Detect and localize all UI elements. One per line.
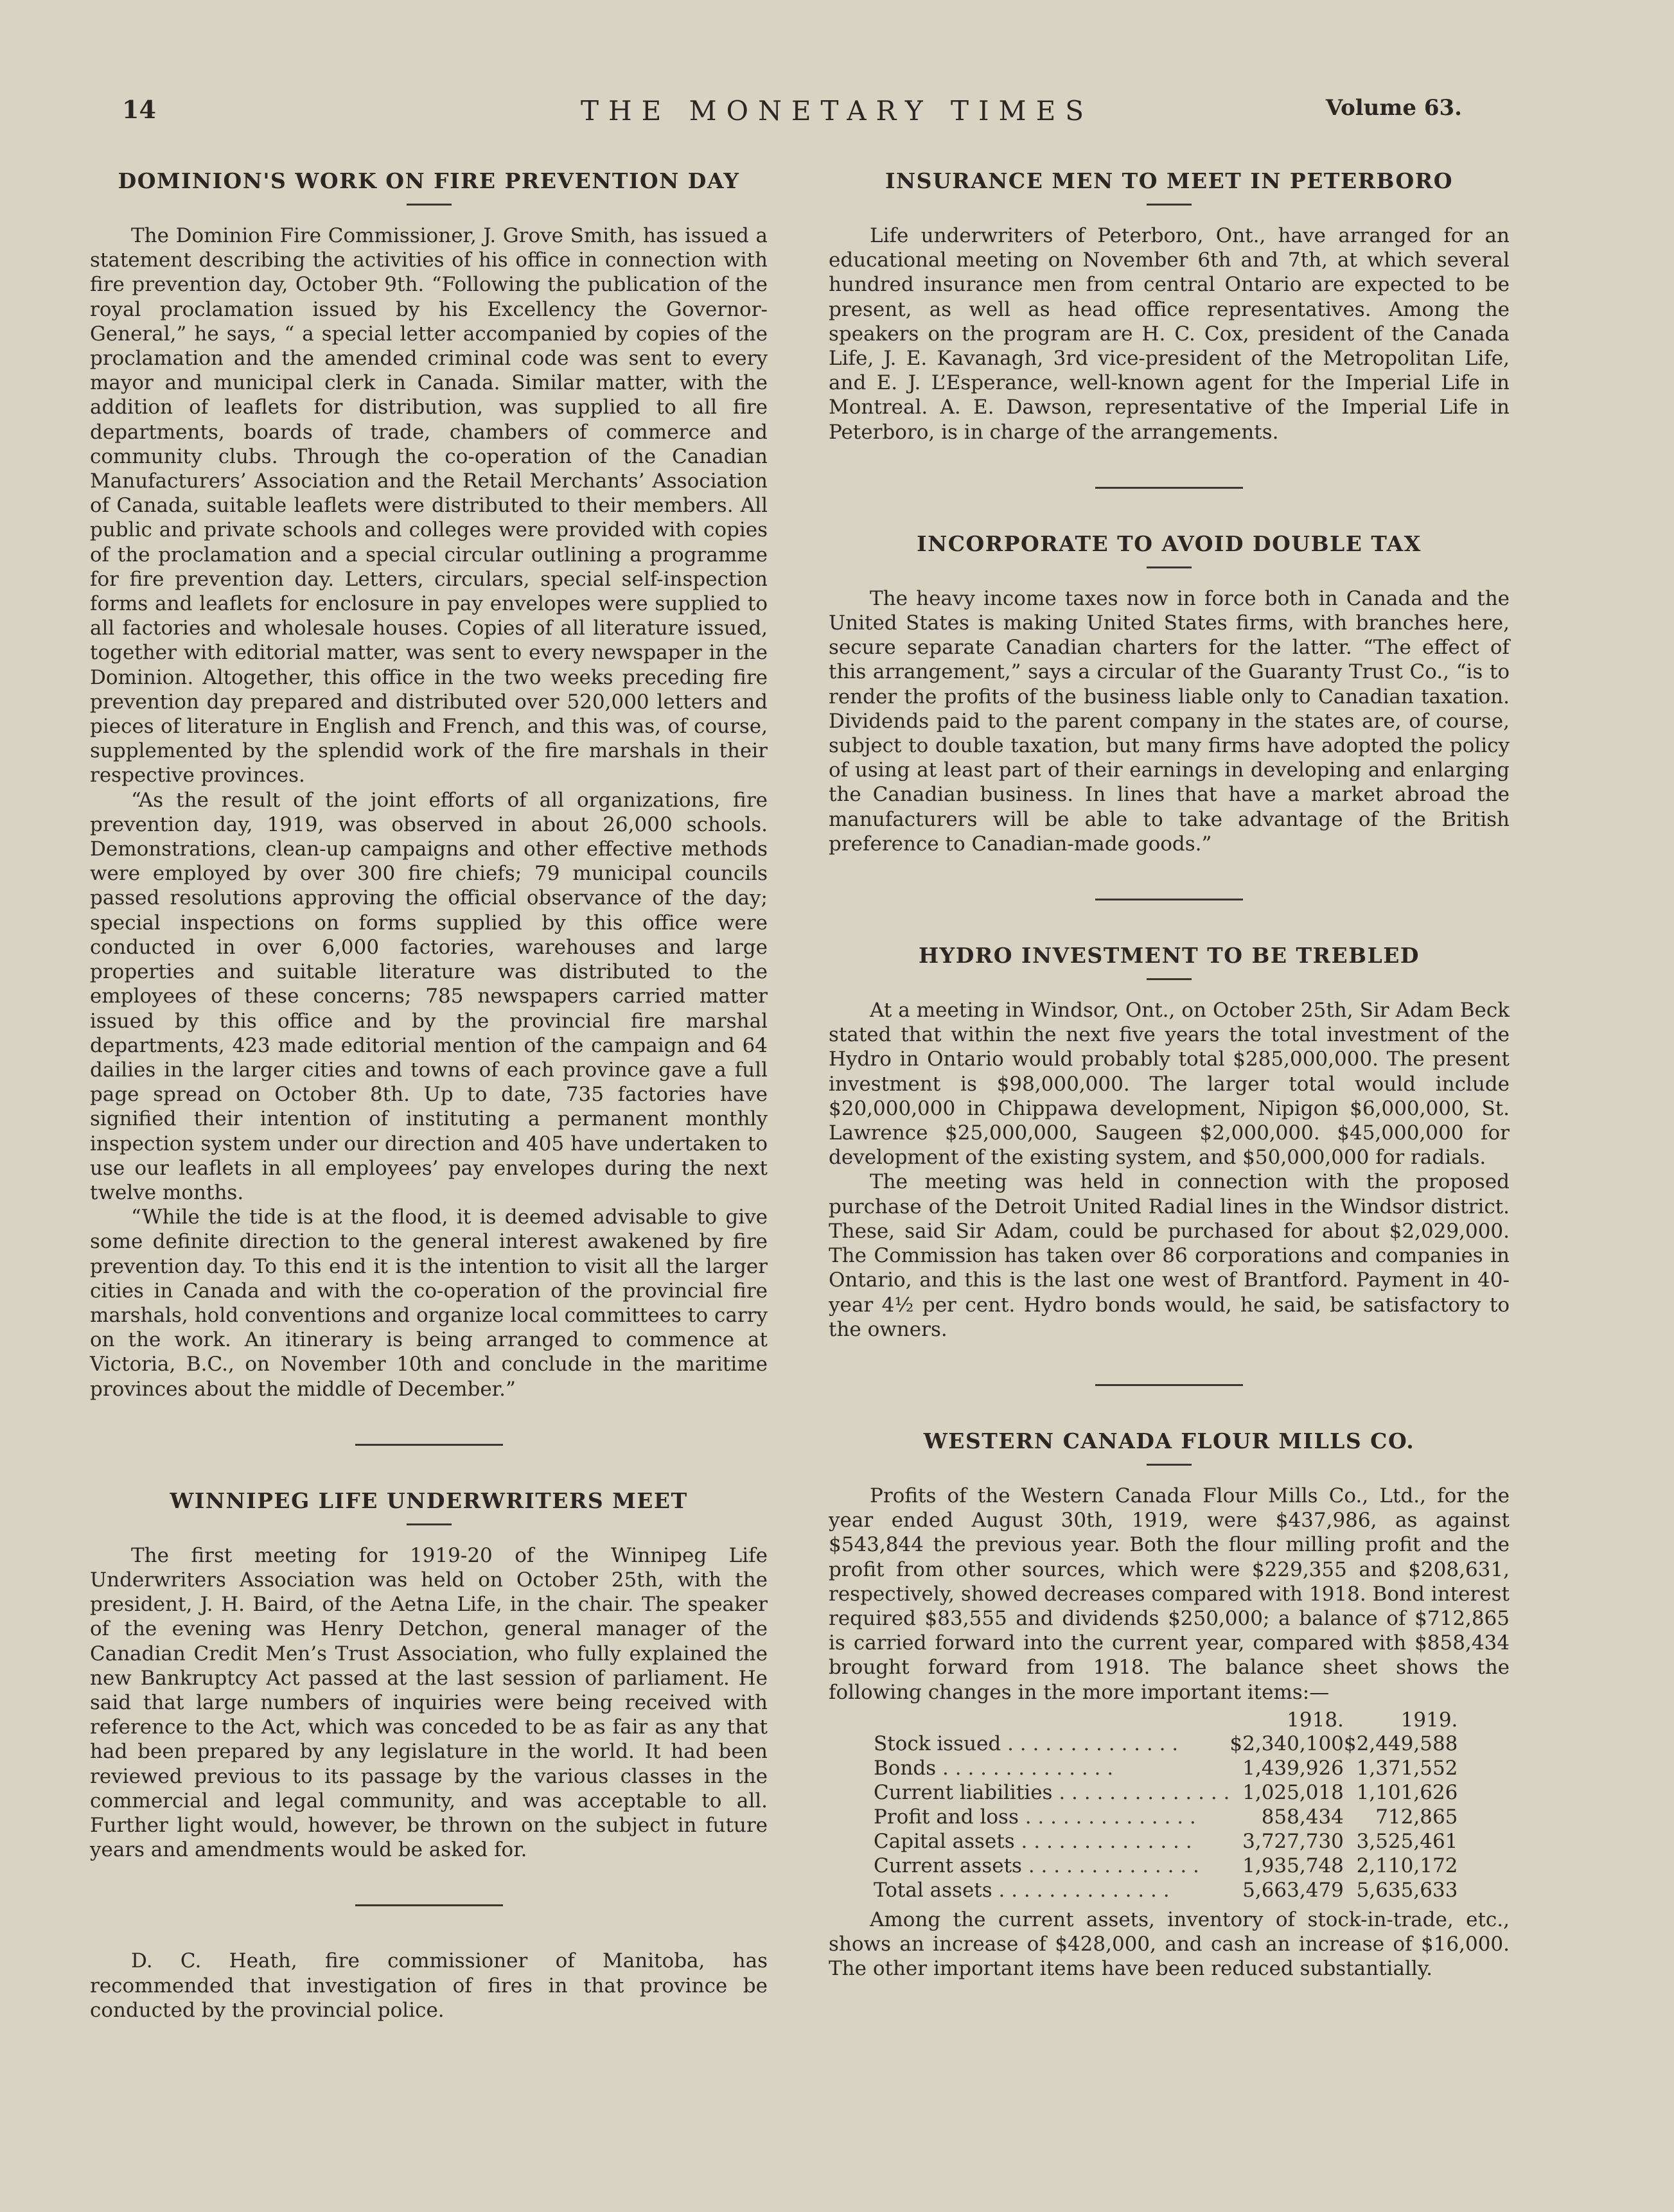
value-1918: 5,663,479 — [1242, 1878, 1344, 1902]
leader-dots: . . . . . . . . . . . . . . — [936, 1756, 1114, 1780]
value-1919: 1,101,626 — [1356, 1780, 1458, 1804]
article-hydro — [829, 943, 1510, 1342]
value-1919: 1,371,552 — [1356, 1756, 1458, 1780]
value-1918: 858,434 — [1261, 1805, 1344, 1829]
leader-dots: . . . . . . . . . . . . . . — [1021, 1854, 1199, 1877]
table-row — [874, 1732, 1458, 1756]
table-row — [874, 1878, 1458, 1902]
value-1918: 1,439,926 — [1242, 1756, 1344, 1780]
value-1919: 5,635,633 — [1356, 1878, 1458, 1902]
row-label-text: Profit and loss — [874, 1805, 1019, 1829]
title-rule — [1147, 204, 1192, 206]
value-1919: $2,449,588 — [1343, 1732, 1458, 1755]
value-1918: 1,025,018 — [1242, 1780, 1344, 1804]
article-paragraph: At a meeting in Windsor, Ont., on October 25th, Sir Adam Beck stated that within the next five years the total investment of the Hydro in Ontario would probably total $285,000,000. The present investment is $98,000,000. The larger total would include $20,000,000 in Chippawa development, Nipigon $6,000,000, St. Lawrence $25,000,000, Saugeen $2,000,000. $45,000,000 for development of the existing system, and $50,000,000 for radials. — [829, 999, 1510, 1170]
table-row — [874, 1854, 1458, 1878]
value-1918: 3,727,730 — [1242, 1829, 1344, 1853]
row-label-text: Current liabilities — [874, 1780, 1053, 1804]
article-title: WESTERN CANADA FLOUR MILLS CO. — [923, 1428, 1415, 1453]
article-paragraph: The meeting was held in connection with the proposed purchase of the Detroit United Radial lines in the Windsor district. These, said Sir Adam, could be purchased for about $2,029,000. The Commission has taken over 86 corporations and companies in Ontario, and this is the last one west of Brantford. Payment in 40-year 4½ per cent. Hydro bonds would, he said, be satisfactory to the owners. — [829, 1170, 1510, 1341]
table-row — [874, 1805, 1458, 1829]
article-separator — [1095, 899, 1243, 900]
article-separator — [1095, 487, 1243, 489]
value-1919: 3,525,461 — [1356, 1829, 1458, 1853]
article-paragraph: The heavy income taxes now in force both in Canada and the United States is making United States firms, with branches here, secure separate Canadian charters for the latter. “The effect of this arrangement,” says a circular of the Guaranty Trust Co., “is to render the profits of the business liable only to Canadian taxation. Dividends paid to the parent company in the states are, of course, subject to double taxation, but many firms have adopted the policy of using at least part of their earnings in developing and enlarging the Canadian business. In lines that have a market abroad the manufacturers will be able to take advantage of the British preference to Canadian-made goods.” — [829, 586, 1510, 856]
article-paragraph: D. C. Heath, fire commissioner of Manitoba, has recommended that investigation of fires in that province be conducted by the provincial police. — [90, 1949, 768, 2022]
article-title: WINNIPEG LIFE UNDERWRITERS MEET — [170, 1488, 688, 1513]
row-label-text: Capital assets — [874, 1829, 1015, 1853]
row-label-text: Bonds — [874, 1756, 937, 1780]
article-title: INSURANCE MEN TO MEET IN PETERBORO — [885, 168, 1453, 193]
publication-title: THE MONETARY TIMES — [581, 95, 1093, 127]
article-flour-mills — [829, 1428, 1510, 1981]
row-label — [874, 1732, 1229, 1756]
article-paragraph: Among the current assets, inventory of stock-in-trade, etc., shows an increase of $428,000, and cash an increase of $16,000. The other important items have been reduced substantially. — [829, 1908, 1510, 1981]
table-row — [874, 1829, 1458, 1854]
article-paragraph: “While the tide is at the flood, it is deemed advisable to give some definite direction to the general interest awakened by fire prevention day. To this end it is the intention to visit all the larger cities in Canada and with the co-operation of the provincial fire marshals, hold conventions and organize local committees to carry on the work. An itinerary is being arranged to commence at Victoria, B.C., on November 10th and conclude in the maritime provinces about the middle of December.” — [90, 1206, 768, 1401]
article-winnipeg — [90, 1488, 768, 1863]
value-1919: 2,110,172 — [1356, 1854, 1458, 1877]
article-paragraph: The first meeting for 1919-20 of the Winnipeg Life Underwriters Association was held on October 25th, with the president, J. H. Baird, of the Aetna Life, in the chair. The speaker of the evening was Henry Detchon, general manager of the Canadian Credit Men’s Trust Association, who fully explained the new Bankruptcy Act passed at the last session of parliament. He said that large numbers of inquiries were being received with reference to the Act, which was conceded to be as fair as any that had been prepared by any legislature in the world. It had been reviewed previous to its passage by the various classes in the commercial and legal community, and was acceptable to all. Further light would, however, be thrown on the subject in future years and amendments would be asked for. — [90, 1543, 768, 1862]
leader-dots: . . . . . . . . . . . . . . — [1001, 1732, 1179, 1755]
table-row — [874, 1780, 1458, 1805]
article-separator — [355, 1904, 503, 1906]
table-header-row — [874, 1708, 1458, 1732]
article-paragraph: Profits of the Western Canada Flour Mills Co., Ltd., for the year ended August 30th, 1919, were $437,986, as against $543,844 the previous year. Both the flour milling profit and the profit from other sources, which were $229,355 and $208,631, respectively, showed decreases compared with 1918. Bond interest required $83,555 and dividends $250,000; a balance of $712,865 is carried forward into the current year, compared with $858,434 brought forward from 1918. The balance sheet shows the following changes in the more important items:— — [829, 1484, 1510, 1704]
left-column — [90, 168, 768, 2065]
article-paragraph: “As the result of the joint efforts of all organizations, fire prevention day, 1919, was observed in about 26,000 schools. Demonstrations, clean-up campaigns and other effective methods were employed by over 300 fire chiefs; 79 municipal councils passed resolutions approving the official observance of the day; special inspections on forms supplied by this office were conducted in over 6,000 factories, warehouses and large properties and suitable literature was distributed to the employees of these concerns; 785 newspapers carried matter issued by this office and by the provincial fire marshal departments, 423 made editorial mention of the campaign and 64 dailies in the larger cities and towns of each province gave a full page spread on October 8th. Up to date, 735 factories have signified their intention of instituting a permanent monthly inspection system under our direction and 405 have undertaken to use our leaflets in all employees’ pay envelopes during the next twelve months. — [90, 788, 768, 1204]
value-1918: 1,935,748 — [1242, 1854, 1344, 1877]
right-column — [829, 168, 1510, 2023]
article-fire-prevention — [90, 168, 768, 1401]
page-header — [0, 95, 1674, 134]
column-header: 1919. — [1400, 1708, 1458, 1732]
title-rule — [407, 204, 452, 206]
value-1918: $2,340,100 — [1229, 1732, 1344, 1755]
article-double-tax — [829, 531, 1510, 856]
article-paragraph: The Dominion Fire Commissioner, J. Grove Smith, has issued a statement describing the activities of his office in connection with fire prevention day, October 9th. “Following the publication of the royal proclamation issued by his Excellency the Governor-General,” he says, “ a special letter accompanied by copies of the proclamation and the amended criminal code was sent to every mayor and municipal clerk in Canada. Similar matter, with the addition of leaflets for distribution, was supplied to all fire departments, boards of trade, chambers of commerce and community clubs. Through the co-operation of the Canadian Manufacturers’ Association and the Retail Merchants’ Association of Canada, suitable leaflets were distributed to their members. All public and private schools and colleges were provided with copies of the proclamation and a special circular outlining a programme for fire prevention day. Letters, circulars, special self-inspection forms and leaflets for enclosure in pay envelopes were supplied to all factories and wholesale houses. Copies of all literature issued, together with editorial matter, was sent to every newspaper in the Dominion. Altogether, this office in the two weeks preceding fire prevention day prepared and distributed over 520,000 letters and pieces of literature in English and French, and this was, of course, supplemented by the splendid work of the fire marshals in their respective provinces. — [90, 224, 768, 787]
article-title: INCORPORATE TO AVOID DOUBLE TAX — [917, 531, 1422, 556]
row-label — [874, 1854, 1229, 1878]
row-label-text: Stock issued — [874, 1732, 1001, 1755]
article-separator — [355, 1444, 503, 1446]
page-number: 14 — [122, 95, 156, 124]
article-manitoba — [90, 1949, 768, 2023]
column-header: 1918. — [1287, 1708, 1344, 1732]
leader-dots: . . . . . . . . . . . . . . — [992, 1878, 1170, 1902]
volume-label: Volume 63. — [1325, 95, 1462, 121]
table-row — [874, 1756, 1458, 1780]
title-rule — [1147, 566, 1192, 568]
title-rule — [1147, 978, 1192, 980]
article-title: DOMINION'S WORK ON FIRE PREVENTION DAY — [118, 168, 740, 193]
leader-dots: . . . . . . . . . . . . . . — [1018, 1805, 1196, 1829]
article-paragraph: Life underwriters of Peterboro, Ont., have arranged for an educational meeting on November 6th and 7th, at which several hundred insurance men from central Ontario are expected to be present, as well as head office representatives. Among the speakers on the program are H. C. Cox, president of the Canada Life, J. E. Kavanagh, 3rd vice-president of the Metropolitan Life, and E. J. L’Esperance, well-known agent for the Imperial Life in Montreal. A. E. Dawson, representative of the Imperial Life in Peterboro, is in charge of the arrangements. — [829, 224, 1510, 444]
value-1919: 712,865 — [1375, 1805, 1458, 1829]
row-label-text: Total assets — [874, 1878, 992, 1902]
row-label — [874, 1805, 1229, 1829]
row-label — [874, 1878, 1229, 1902]
balance-sheet-table — [874, 1708, 1458, 1902]
leader-dots: . . . . . . . . . . . . . . — [1014, 1829, 1192, 1853]
row-label — [874, 1829, 1229, 1854]
article-peterboro — [829, 168, 1510, 444]
title-rule — [407, 1523, 452, 1525]
row-label — [874, 1780, 1229, 1805]
leader-dots: . . . . . . . . . . . . . . — [1052, 1780, 1230, 1804]
title-rule — [1147, 1464, 1192, 1466]
article-title: HYDRO INVESTMENT TO BE TREBLED — [919, 943, 1420, 969]
row-label-text: Current assets — [874, 1854, 1022, 1877]
row-label — [874, 1756, 1229, 1780]
article-separator — [1095, 1384, 1243, 1386]
